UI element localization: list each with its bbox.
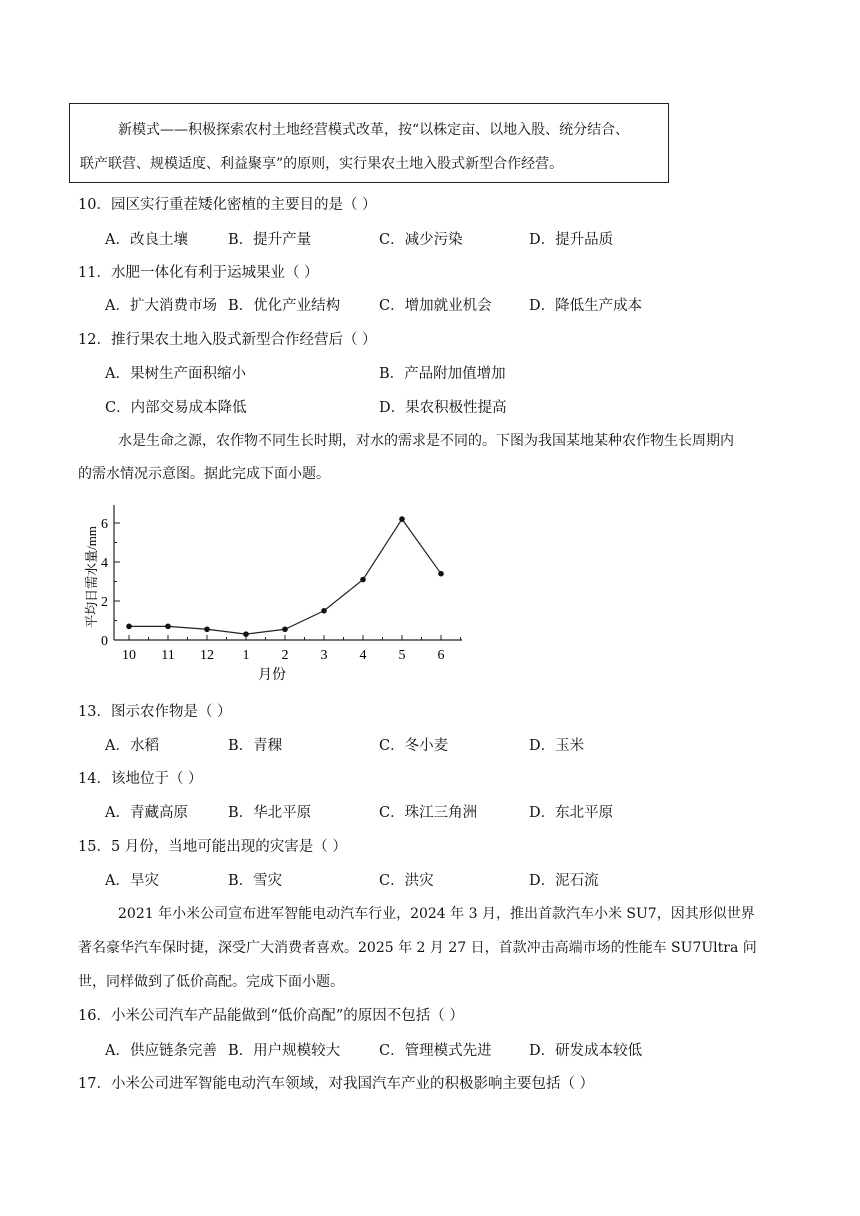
question-10: 10．园区实行重茬矮化密植的主要目的是（ ） <box>78 197 377 213</box>
x-tick-label: 12 <box>200 648 214 663</box>
intro-line-1: 新模式——积极探索农村土地经营模式改革，按“以株定亩、以地入股、统分结合、 <box>118 122 630 138</box>
data-point <box>204 626 210 632</box>
data-point <box>438 571 444 577</box>
q12-option-b: B．产品附加值增加 <box>379 366 506 382</box>
y-tick-label: 0 <box>101 634 108 649</box>
q12-option-d: D．果农积极性提高 <box>379 400 507 416</box>
q15-option-b: B．雪灾 <box>228 873 283 889</box>
x-tick-label: 10 <box>122 648 136 663</box>
data-point <box>399 516 405 522</box>
x-tick-label: 4 <box>359 648 367 663</box>
y-tick-label: 2 <box>101 595 108 610</box>
x-tick-label: 11 <box>161 648 175 663</box>
q12-option-a: A．果树生产面积缩小 <box>105 366 246 382</box>
intro-line-2: 联产联营、规模适度、利益聚享”的原则，实行果农土地入股式新型合作经营。 <box>80 156 564 172</box>
data-point <box>243 631 249 637</box>
q10-option-b: B．提升产量 <box>228 232 312 248</box>
q11-option-c: C．增加就业机会 <box>379 298 492 314</box>
chart-axes <box>114 505 462 640</box>
x-tick-label: 6 <box>437 648 445 663</box>
intro-box <box>69 103 669 183</box>
question-11: 11．水肥一体化有利于运城果业（ ） <box>78 265 319 281</box>
x-tick-label: 2 <box>281 648 289 663</box>
x-axis-label: 月份 <box>258 668 286 683</box>
x-tick-label: 3 <box>320 648 328 663</box>
y-tick-label: 6 <box>101 517 108 532</box>
passage-water-line-1: 水是生命之源，农作物不同生长时期，对水的需求是不同的。下图为我国某地某种农作物生长周期内 <box>118 433 734 449</box>
question-17: 17．小米公司进军智能电动汽车领域，对我国汽车产业的积极影响主要包括（ ） <box>78 1076 595 1092</box>
question-12: 12．推行果农土地入股式新型合作经营后（ ） <box>78 332 377 348</box>
q11-option-d: D．降低生产成本 <box>529 298 643 314</box>
q16-option-a: A．供应链条完善 <box>105 1043 217 1059</box>
question-14: 14．该地位于（ ） <box>78 771 203 787</box>
q10-option-d: D．提升品质 <box>529 232 614 248</box>
q13-option-c: C．冬小麦 <box>379 738 449 754</box>
q15-option-a: A．旱灾 <box>105 873 159 889</box>
y-axis-label: 平均日需水量/mm <box>84 526 99 628</box>
passage-xiaomi-line-1: 2021 年小米公司宣布进军智能电动汽车行业，2024 年 3 月，推出首款汽车小米 SU7，因其形似世界 <box>118 906 755 922</box>
data-point <box>126 624 132 630</box>
q11-option-b: B．优化产业结构 <box>228 298 341 314</box>
data-point <box>360 577 366 583</box>
data-point <box>165 624 171 630</box>
q14-option-d: D．东北平原 <box>529 805 614 821</box>
q14-option-a: A．青藏高原 <box>105 805 188 821</box>
y-tick-label: 4 <box>101 556 108 571</box>
q15-option-c: C．洪灾 <box>379 873 434 889</box>
data-point <box>321 608 327 614</box>
q10-option-c: C．减少污染 <box>379 232 463 248</box>
question-16: 16．小米公司汽车产品能做到“低价高配”的原因不包括（ ） <box>78 1008 464 1024</box>
water-demand-chart <box>74 495 474 695</box>
passage-xiaomi-line-2: 著名豪华汽车保时捷，深受广大消费者喜欢。2025 年 2 月 27 日，首款冲击高端市场的性能车 SU7Ultra 问 <box>78 940 757 956</box>
question-13: 13．图示农作物是（ ） <box>78 704 232 720</box>
q12-option-c: C．内部交易成本降低 <box>105 400 247 416</box>
q16-option-d: D．研发成本较低 <box>529 1043 643 1059</box>
q14-option-c: C．珠江三角洲 <box>379 805 478 821</box>
q13-option-b: B．青稞 <box>228 738 283 754</box>
q10-option-a: A．改良土壤 <box>105 232 188 248</box>
q13-option-d: D．玉米 <box>529 738 585 754</box>
q11-option-a: A．扩大消费市场 <box>105 298 217 314</box>
x-tick-label: 5 <box>398 648 406 663</box>
x-tick-label: 1 <box>242 648 250 663</box>
q14-option-b: B．华北平原 <box>228 805 312 821</box>
data-point <box>282 626 288 632</box>
passage-xiaomi-line-3: 世，同样做到了低价高配。完成下面小题。 <box>78 974 344 990</box>
series-line <box>129 519 441 634</box>
question-15: 15．5 月份，当地可能出现的灾害是（ ） <box>78 839 347 855</box>
passage-water-line-2: 的需水情况示意图。据此完成下面小题。 <box>78 466 330 482</box>
q13-option-a: A．水稻 <box>105 738 159 754</box>
q16-option-b: B．用户规模较大 <box>228 1043 341 1059</box>
q15-option-d: D．泥石流 <box>529 873 599 889</box>
q16-option-c: C．管理模式先进 <box>379 1043 492 1059</box>
